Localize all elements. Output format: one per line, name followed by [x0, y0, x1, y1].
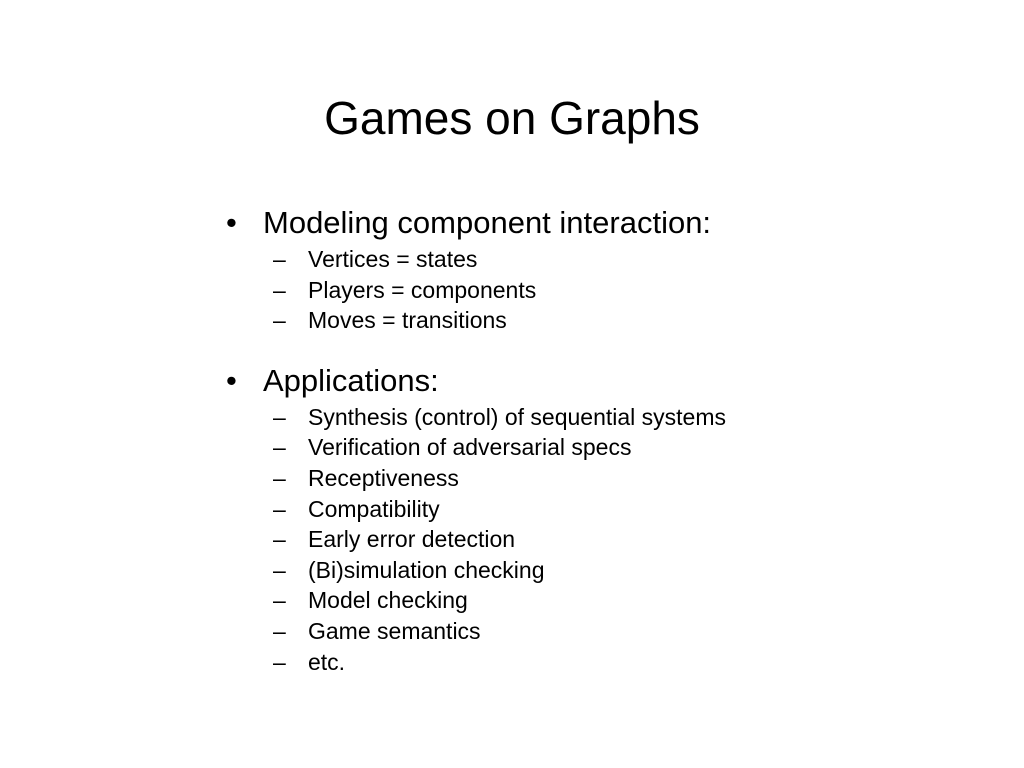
- subitem: [226, 463, 966, 494]
- dash-mark: –: [273, 556, 286, 583]
- subitem: [226, 305, 966, 336]
- dash-mark: –: [273, 617, 286, 644]
- subitem: [226, 524, 966, 555]
- subitem-text: Players = components: [308, 276, 537, 303]
- bullet-text: Modeling component interaction:: [263, 205, 712, 240]
- dash-mark: –: [273, 587, 286, 614]
- subitem-text: Verification of adversarial specs: [308, 434, 632, 461]
- bullet-spacer: [226, 336, 966, 360]
- dash-mark: –: [273, 403, 286, 430]
- subitem-text: Early error detection: [308, 526, 516, 553]
- subitem: [226, 244, 966, 275]
- bullet-dot: •: [226, 205, 237, 240]
- bullet-applications: [226, 360, 966, 402]
- subitem: [226, 432, 966, 463]
- bullet-text: Applications:: [263, 362, 439, 398]
- dash-mark: –: [273, 434, 286, 461]
- subitem-text: (Bi)simulation checking: [308, 556, 545, 583]
- sublist-applications: [226, 402, 966, 677]
- slide-title: Games on Graphs: [324, 92, 700, 144]
- dash-mark: –: [273, 495, 286, 522]
- subitem-text: Moves = transitions: [308, 307, 507, 334]
- subitem: [226, 402, 966, 433]
- subitem-text: Receptiveness: [308, 464, 459, 491]
- subitem: [226, 555, 966, 586]
- dash-mark: –: [273, 648, 286, 675]
- subitem: [226, 647, 966, 678]
- subitem-text: Compatibility: [308, 495, 440, 522]
- dash-mark: –: [273, 246, 286, 272]
- dash-mark: –: [273, 276, 286, 303]
- dash-mark: –: [273, 526, 286, 553]
- subitem-text: etc.: [308, 648, 346, 675]
- bullet-dot: •: [226, 362, 237, 398]
- slide-content: [226, 202, 966, 677]
- dash-mark: –: [273, 464, 286, 491]
- subitem: [226, 275, 966, 306]
- subitem-text: Vertices = states: [308, 246, 478, 272]
- subitem-text: Game semantics: [308, 617, 481, 644]
- subitem: [226, 494, 966, 525]
- sublist-modeling: [226, 244, 966, 336]
- subitem-text: Synthesis (control) of sequential systems: [308, 403, 727, 430]
- subitem: [226, 616, 966, 647]
- bullet-modeling: [226, 202, 966, 244]
- subitem: [226, 585, 966, 616]
- subitem-text: Model checking: [308, 587, 468, 614]
- dash-mark: –: [273, 307, 286, 334]
